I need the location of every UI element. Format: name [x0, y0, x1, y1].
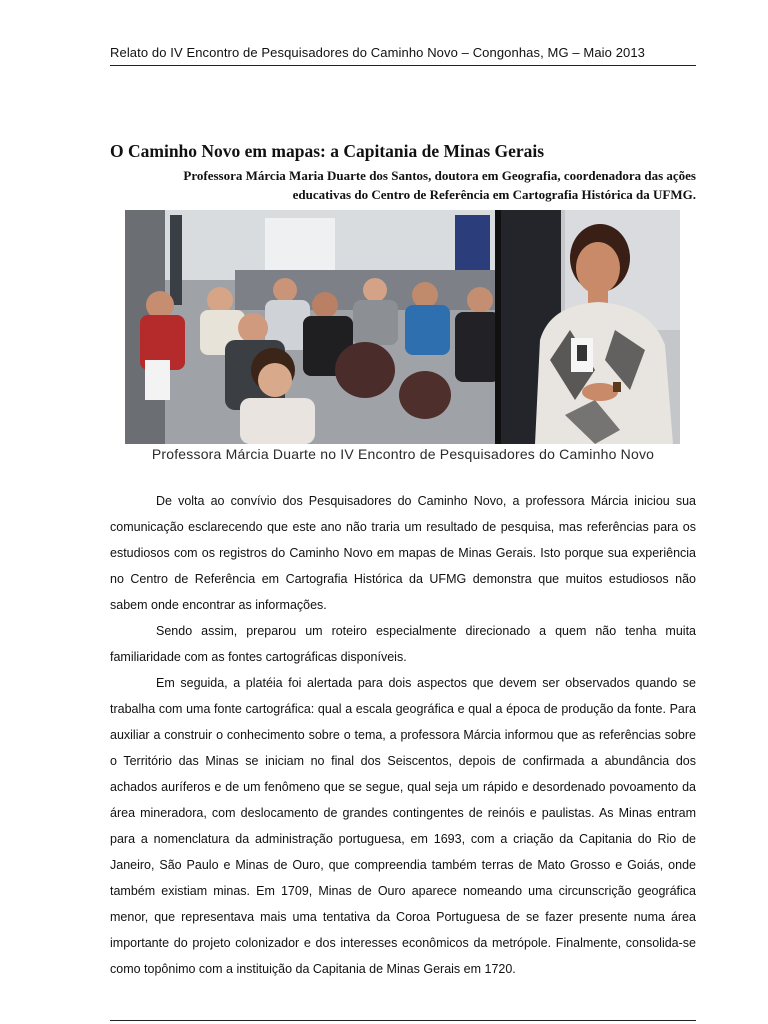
- audience-photo-panel: [125, 210, 500, 444]
- header-divider: [110, 65, 696, 66]
- footer-divider: [110, 1020, 696, 1021]
- paragraph: Em seguida, a platéia foi alertada para dois aspectos que devem ser observados quando se trabalha com uma fonte cartográfica: qual a escala geográfica e qual a época de produção da fonte. Para auxiliar a construir o conhecimento sobre o tema, a professora Márcia informou que as referências sobre o Território das Minas se iniciam no final dos Seiscentos, depois de confirmada a abundância dos achados auríferos e de um fenômeno que se segue, qual seja um rápido e desordenado povoamento da área mineradora, com deslocamento de grandes contingentes de reinóis e paulistas. As Minas entram para a nomenclatura da administração portuguesa, em 1693, com a criação da Capitania do Rio de Janeiro, São Paulo e Minas de Ouro, que compreendia também terras de Mato Grosso e Goiás, onde também existiam minas. Em 1709, Minas de Ouro aparece nomeando uma circunscrição geográfica menor, que representava mais uma tentativa da Coroa Portuguesa de se fazer presente numa área importante do projeto colonizador e dos interesses econômicos da metrópole. Finalmente, consolida-se como topônimo com a instituição da Capitania de Minas Gerais em 1720.: [110, 676, 696, 976]
- paragraph: De volta ao convívio dos Pesquisadores do Caminho Novo, a professora Márcia iniciou sua comunicação esclarecendo que este ano não traria um resultado de pesquisa, mas referências para os estudiosos com os registros do Caminho Novo em mapas de Minas Gerais. Isto porque sua experiência no Centro de Referência em Cartografia Histórica da UFMG demonstra que muitos estudiosos não sabem onde encontrar as informações.: [110, 494, 696, 612]
- photo-caption: Professora Márcia Duarte no IV Encontro de Pesquisadores do Caminho Novo: [151, 446, 655, 462]
- speaker-photo-panel: [501, 210, 680, 444]
- author-byline-line-2: educativas do Centro de Referência em Cartografia Histórica da UFMG.: [292, 187, 696, 202]
- author-byline-line-1: Professora Márcia Maria Duarte dos Santos, doutora em Geografia, coordenadora das ações: [183, 168, 696, 183]
- author-byline: [110, 166, 696, 204]
- running-header: Relato do IV Encontro de Pesquisadores do Caminho Novo – Congonhas, MG – Maio 2013: [110, 45, 646, 60]
- article-title: O Caminho Novo em mapas: a Capitania de Minas Gerais: [110, 141, 545, 161]
- paragraph: Sendo assim, preparou um roteiro especialmente direcionado a quem não tenha muita familiaridade com as fontes cartográficas disponíveis.: [110, 624, 696, 664]
- event-photo: [125, 210, 680, 444]
- article-body: [110, 488, 696, 982]
